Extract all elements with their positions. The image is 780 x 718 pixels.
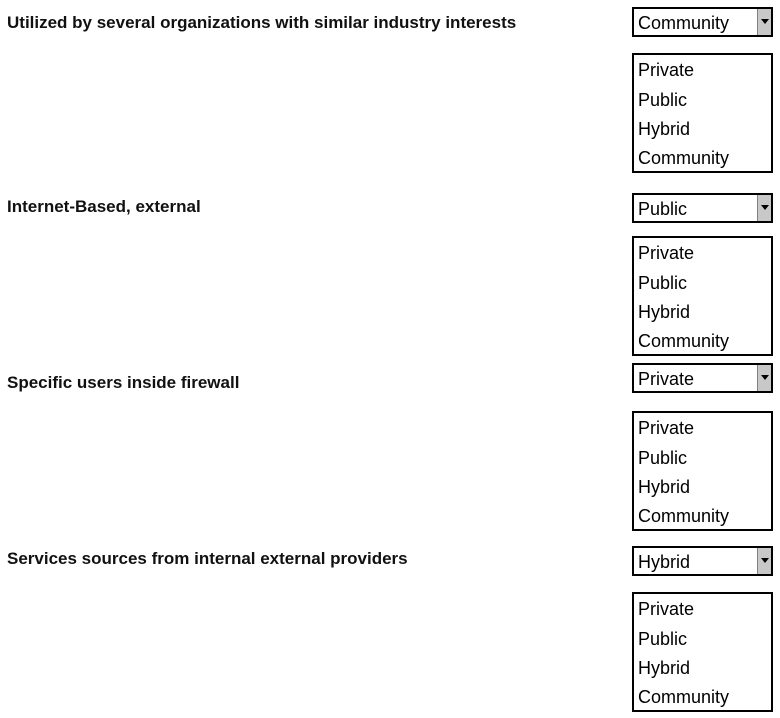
question-2-dropdown-button[interactable] bbox=[757, 195, 771, 221]
question-3-options-list bbox=[632, 411, 773, 531]
option-public[interactable]: Public bbox=[638, 448, 688, 468]
question-3-dropdown[interactable] bbox=[632, 363, 773, 393]
option-private[interactable]: Private bbox=[638, 599, 695, 619]
chevron-down-icon bbox=[761, 375, 769, 380]
question-2-prompt: Internet-Based, external bbox=[7, 197, 201, 216]
option-public[interactable]: Public bbox=[638, 90, 688, 110]
question-3-prompt: Specific users inside firewall bbox=[7, 373, 240, 392]
option-community[interactable]: Community bbox=[638, 331, 730, 351]
question-1-options-list bbox=[632, 53, 773, 173]
chevron-down-icon bbox=[761, 205, 769, 210]
option-hybrid[interactable]: Hybrid bbox=[638, 119, 691, 139]
question-3-dropdown-button[interactable] bbox=[757, 365, 771, 391]
question-4-prompt: Services sources from internal external providers bbox=[7, 549, 408, 568]
question-3-selected-value: Private bbox=[638, 369, 695, 389]
question-1-prompt: Utilized by several organizations with similar industry interests bbox=[7, 13, 517, 32]
question-2-dropdown[interactable] bbox=[632, 193, 773, 223]
option-private[interactable]: Private bbox=[638, 60, 695, 80]
option-public[interactable]: Public bbox=[638, 273, 688, 293]
option-public[interactable]: Public bbox=[638, 629, 688, 649]
chevron-down-icon bbox=[761, 558, 769, 563]
question-1-dropdown[interactable] bbox=[632, 7, 773, 37]
option-private[interactable]: Private bbox=[638, 418, 695, 438]
question-4-options-list bbox=[632, 592, 773, 712]
question-2-options-list bbox=[632, 236, 773, 356]
question-4-selected-value: Hybrid bbox=[638, 552, 691, 572]
question-1-selected-value: Community bbox=[638, 13, 730, 33]
question-2-selected-value: Public bbox=[638, 199, 688, 219]
question-4-dropdown[interactable] bbox=[632, 546, 773, 576]
option-private[interactable]: Private bbox=[638, 243, 695, 263]
option-hybrid[interactable]: Hybrid bbox=[638, 302, 691, 322]
option-hybrid[interactable]: Hybrid bbox=[638, 477, 691, 497]
option-community[interactable]: Community bbox=[638, 687, 730, 707]
option-community[interactable]: Community bbox=[638, 148, 730, 168]
option-hybrid[interactable]: Hybrid bbox=[638, 658, 691, 678]
question-4-dropdown-button[interactable] bbox=[757, 548, 771, 574]
question-1-dropdown-button[interactable] bbox=[757, 9, 771, 35]
chevron-down-icon bbox=[761, 19, 769, 24]
option-community[interactable]: Community bbox=[638, 506, 730, 526]
